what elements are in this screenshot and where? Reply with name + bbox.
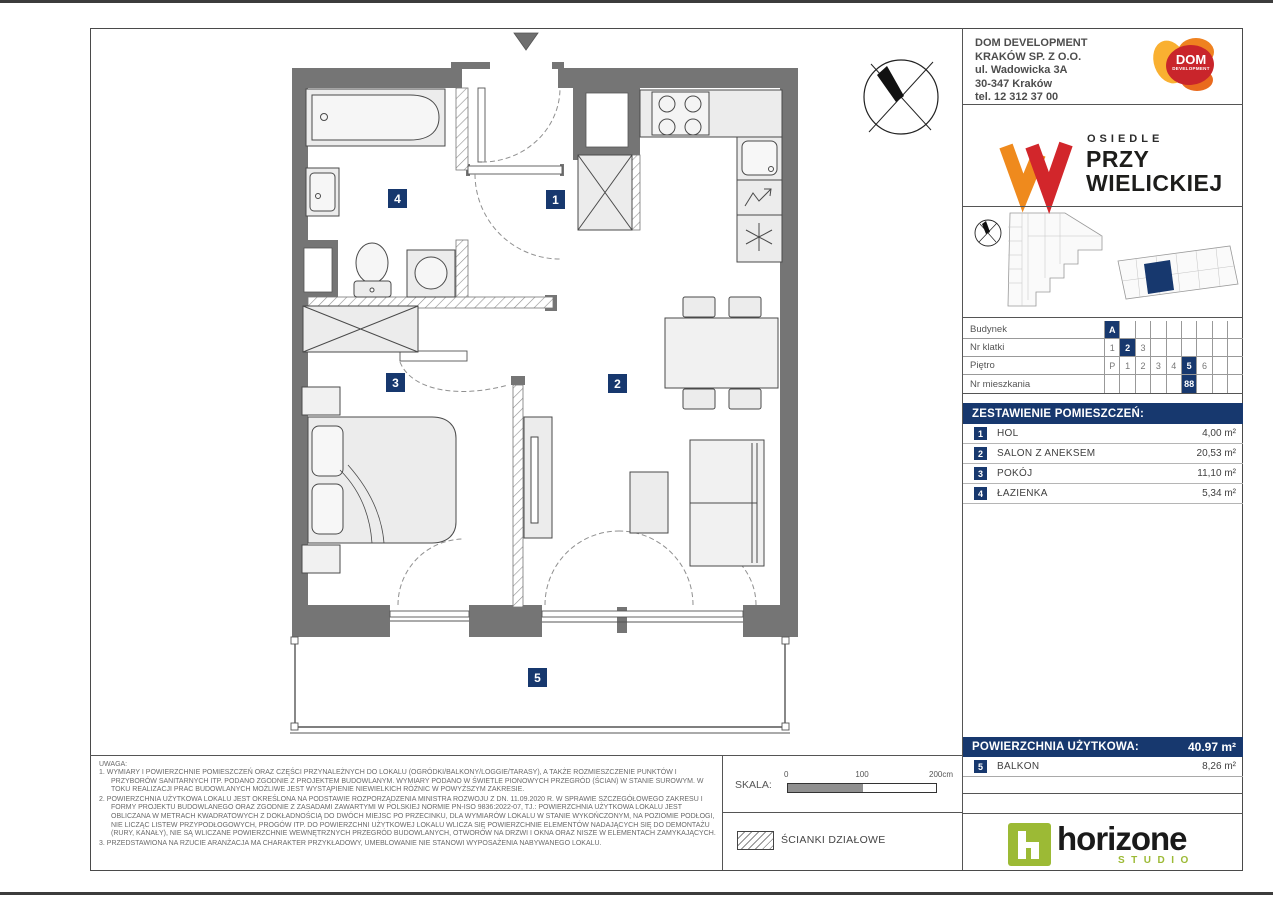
location-cell: 4	[1166, 357, 1181, 374]
studio-logo-subtext: STUDIO	[1118, 855, 1195, 866]
location-cell	[1227, 375, 1242, 393]
balcony-number-badge: 5	[974, 760, 987, 773]
location-cell	[1181, 339, 1196, 356]
location-row-label: Nr mieszkania	[970, 378, 1031, 390]
usable-area-label: POWIERZCHNIA UŻYTKOWA:	[972, 741, 1139, 753]
dom-logo-subtext: DEVELOPMENT	[1172, 66, 1210, 71]
room-row	[963, 484, 1243, 504]
usable-area-value: 40.97 m²	[1187, 740, 1236, 754]
partition-wall-swatch-icon	[737, 831, 774, 850]
studio-logo-text: horizone	[1057, 820, 1187, 857]
room-name: SALON Z ANEKSEM	[997, 448, 1096, 459]
developer-line: KRAKÓW SP. Z O.O.	[975, 50, 1082, 63]
scale-bar-filled	[788, 784, 863, 792]
location-cell	[1196, 339, 1211, 356]
plan-badge-hall: 1	[546, 190, 565, 209]
room-row	[963, 464, 1243, 484]
location-cell: A	[1104, 321, 1119, 338]
room-name: ŁAZIENKA	[997, 488, 1048, 499]
developer-line: 30-347 Kraków	[975, 77, 1053, 90]
location-cell	[1150, 321, 1165, 338]
scale-label: SKALA:	[735, 779, 772, 791]
dom-logo-text: DOM	[1175, 52, 1207, 67]
plan-badge-bathroom: 4	[388, 189, 407, 208]
location-row-label: Piętro	[970, 360, 995, 371]
location-cell	[1166, 321, 1181, 338]
room-number-badge: 3	[974, 467, 987, 480]
partition-wall-label: ŚCIANKI DZIAŁOWE	[781, 834, 886, 846]
location-cell	[1135, 321, 1150, 338]
balcony-row	[963, 757, 1243, 777]
location-cell	[1135, 375, 1150, 393]
location-cell	[1150, 375, 1165, 393]
location-cell: 3	[1135, 339, 1150, 356]
location-cell	[1181, 321, 1196, 338]
scale-tick-100: 100	[855, 770, 869, 779]
plan-area	[90, 28, 963, 755]
notes-title: UWAGA:	[99, 761, 128, 768]
location-cell	[1104, 375, 1119, 393]
estate-name-line2: WIELICKIEJ	[1086, 170, 1223, 196]
rooms-table	[963, 394, 1243, 737]
location-cell	[1119, 321, 1134, 338]
location-row	[963, 357, 1243, 375]
scale-bar	[787, 783, 937, 793]
location-cell: 6	[1196, 357, 1211, 374]
rooms-table-header: ZESTAWIENIE POMIESZCZEŃ:	[963, 403, 1243, 424]
plan-badge-balcony: 5	[528, 668, 547, 687]
location-cell	[1212, 321, 1227, 338]
location-row	[963, 375, 1243, 393]
room-area: 5,34 m²	[1202, 488, 1236, 499]
developer-line: ul. Wadowicka 3A	[975, 64, 1068, 76]
balcony-area: 8,26 m²	[1202, 761, 1236, 772]
location-cell: 5	[1181, 357, 1196, 374]
location-row-label: Budynek	[970, 324, 1007, 335]
empty-row	[963, 776, 1243, 794]
location-cell	[1227, 357, 1242, 374]
location-cell: 1	[1119, 357, 1134, 374]
note-item: 1. WYMIARY I POWIERZCHNIE POMIESZCZEŃ ORAZ CZĘŚCI PRZYNALEŻNYCH DO LOKALU (OGRÓDKI/BALKONY/LOGGIE/TARASY), A TAKŻE ROZMIESZCZENIE PUNKTÓW I PRZYBORÓW SANITARNYCH ITP. PODANO ZGODNIE Z PROJEKTEM BUDOWLANYM. WYMIARY PODANO W ŚWIETLE PIONOWYCH PRZEGRÓD (ŚCIAN) W STANIE SUROWYM. W TOKU REALIZACJI PRAC BUDOWLANYCH MOŻLIWE JEST WYSTĄPIENIE NIEWIELKICH RÓŻNIC W POWYŻSZYM ZAKRESIE.	[99, 769, 704, 794]
usable-area-bar	[963, 737, 1243, 757]
location-cell: 88	[1181, 375, 1196, 393]
location-cell: 2	[1135, 357, 1150, 374]
location-cell: 3	[1150, 357, 1165, 374]
note-item: 3. PRZEDSTAWIONA NA RZUCIE ARANŻACJA MA CHARAKTER PRZYKŁADOWY, UMEBLOWANIE NIE STANOWI WYPOSAŻENIA NABYWANEGO LOKALU.	[99, 839, 602, 847]
estate-name-top: OSIEDLE	[1087, 133, 1164, 145]
location-row-label: Nr klatki	[970, 342, 1005, 353]
room-area: 11,10 m²	[1197, 468, 1236, 479]
location-cell	[1212, 375, 1227, 393]
scale-tick-200: 200cm	[929, 770, 954, 779]
room-name: HOL	[997, 428, 1019, 439]
keyplan-box	[963, 207, 1243, 318]
estate-name-line1: PRZY	[1086, 146, 1150, 172]
room-number-badge: 4	[974, 487, 987, 500]
developer-line: DOM DEVELOPMENT	[975, 37, 1088, 49]
room-area: 20,53 m²	[1196, 448, 1236, 459]
location-cell	[1166, 375, 1181, 393]
room-row	[963, 424, 1243, 444]
notes	[99, 761, 717, 848]
room-number-badge: 2	[974, 447, 987, 460]
location-cell	[1196, 321, 1211, 338]
scale-tick-0: 0	[784, 770, 789, 779]
location-row	[963, 339, 1243, 357]
location-cell	[1166, 339, 1181, 356]
note-item: 2. POWIERZCHNIA UŻYTKOWA LOKALU JEST OKREŚLONA NA PODSTAWIE ROZPORZĄDZENIA MINISTRA ROZWOJU Z DN. 11.09.2020 R. W SPRAWIE SZCZEGÓŁOWEGO ZAKRESU I FORMY PROJEKTU BUDOWLANEGO ORAZ ZGODNIE Z ZASADAMI ZAWARTYMI W POLSKIEJ NORMIE PN-ISO 9836:2022-07, TJ.: POWIERZCHNIA UŻYTKOWA LOKALU JEST OBLICZANA W METRACH KWADRATOWYCH Z DOKŁADNOŚCIĄ DO DWÓCH MIEJSC PO PRZECINKU, DLA WYMIARÓW LOKALU W STANIE WYKOŃCZONYM, NA POZIOMIE PODŁOGI, NIE LICZĄC LISTEW PRZYPODŁOGOWYCH, PROGÓW ITP. DO POWIERZCHNI UŻYTKOWEJ LOKALU WLICZA SIĘ POWIERZCHNIE ELEMENTÓW NADAJĄCYCH SIĘ DO DEMONTAŻU (RURY, KANAŁY), NIE SĄ WLICZANE POWIERZCHNIE WEWNĘTRZNYCH PRZEGRÓD BUDOWLANYCH, OTWORÓW NA DRZWI I OKNA ORAZ NISZE W ELEMENTACH ZAMYKAJĄCYCH.	[99, 795, 716, 838]
location-cell: P	[1104, 357, 1119, 374]
room-row	[963, 444, 1243, 464]
location-table	[963, 318, 1243, 394]
room-name: POKÓJ	[997, 468, 1033, 479]
room-area: 4,00 m²	[1202, 428, 1236, 439]
location-cell: 1	[1104, 339, 1119, 356]
location-cell: 2	[1119, 339, 1134, 356]
location-cell	[1119, 375, 1134, 393]
location-cell	[1212, 339, 1227, 356]
location-cell	[1150, 339, 1165, 356]
room-number-badge: 1	[974, 427, 987, 440]
location-cell	[1196, 375, 1211, 393]
location-cell	[1212, 357, 1227, 374]
plan-badge-salon: 2	[608, 374, 627, 393]
location-cell	[1227, 339, 1242, 356]
balcony-name: BALKON	[997, 761, 1040, 772]
developer-line: tel. 12 312 37 00	[975, 91, 1059, 103]
plan-badge-room: 3	[386, 373, 405, 392]
location-row	[963, 321, 1243, 339]
location-cell	[1227, 321, 1242, 338]
